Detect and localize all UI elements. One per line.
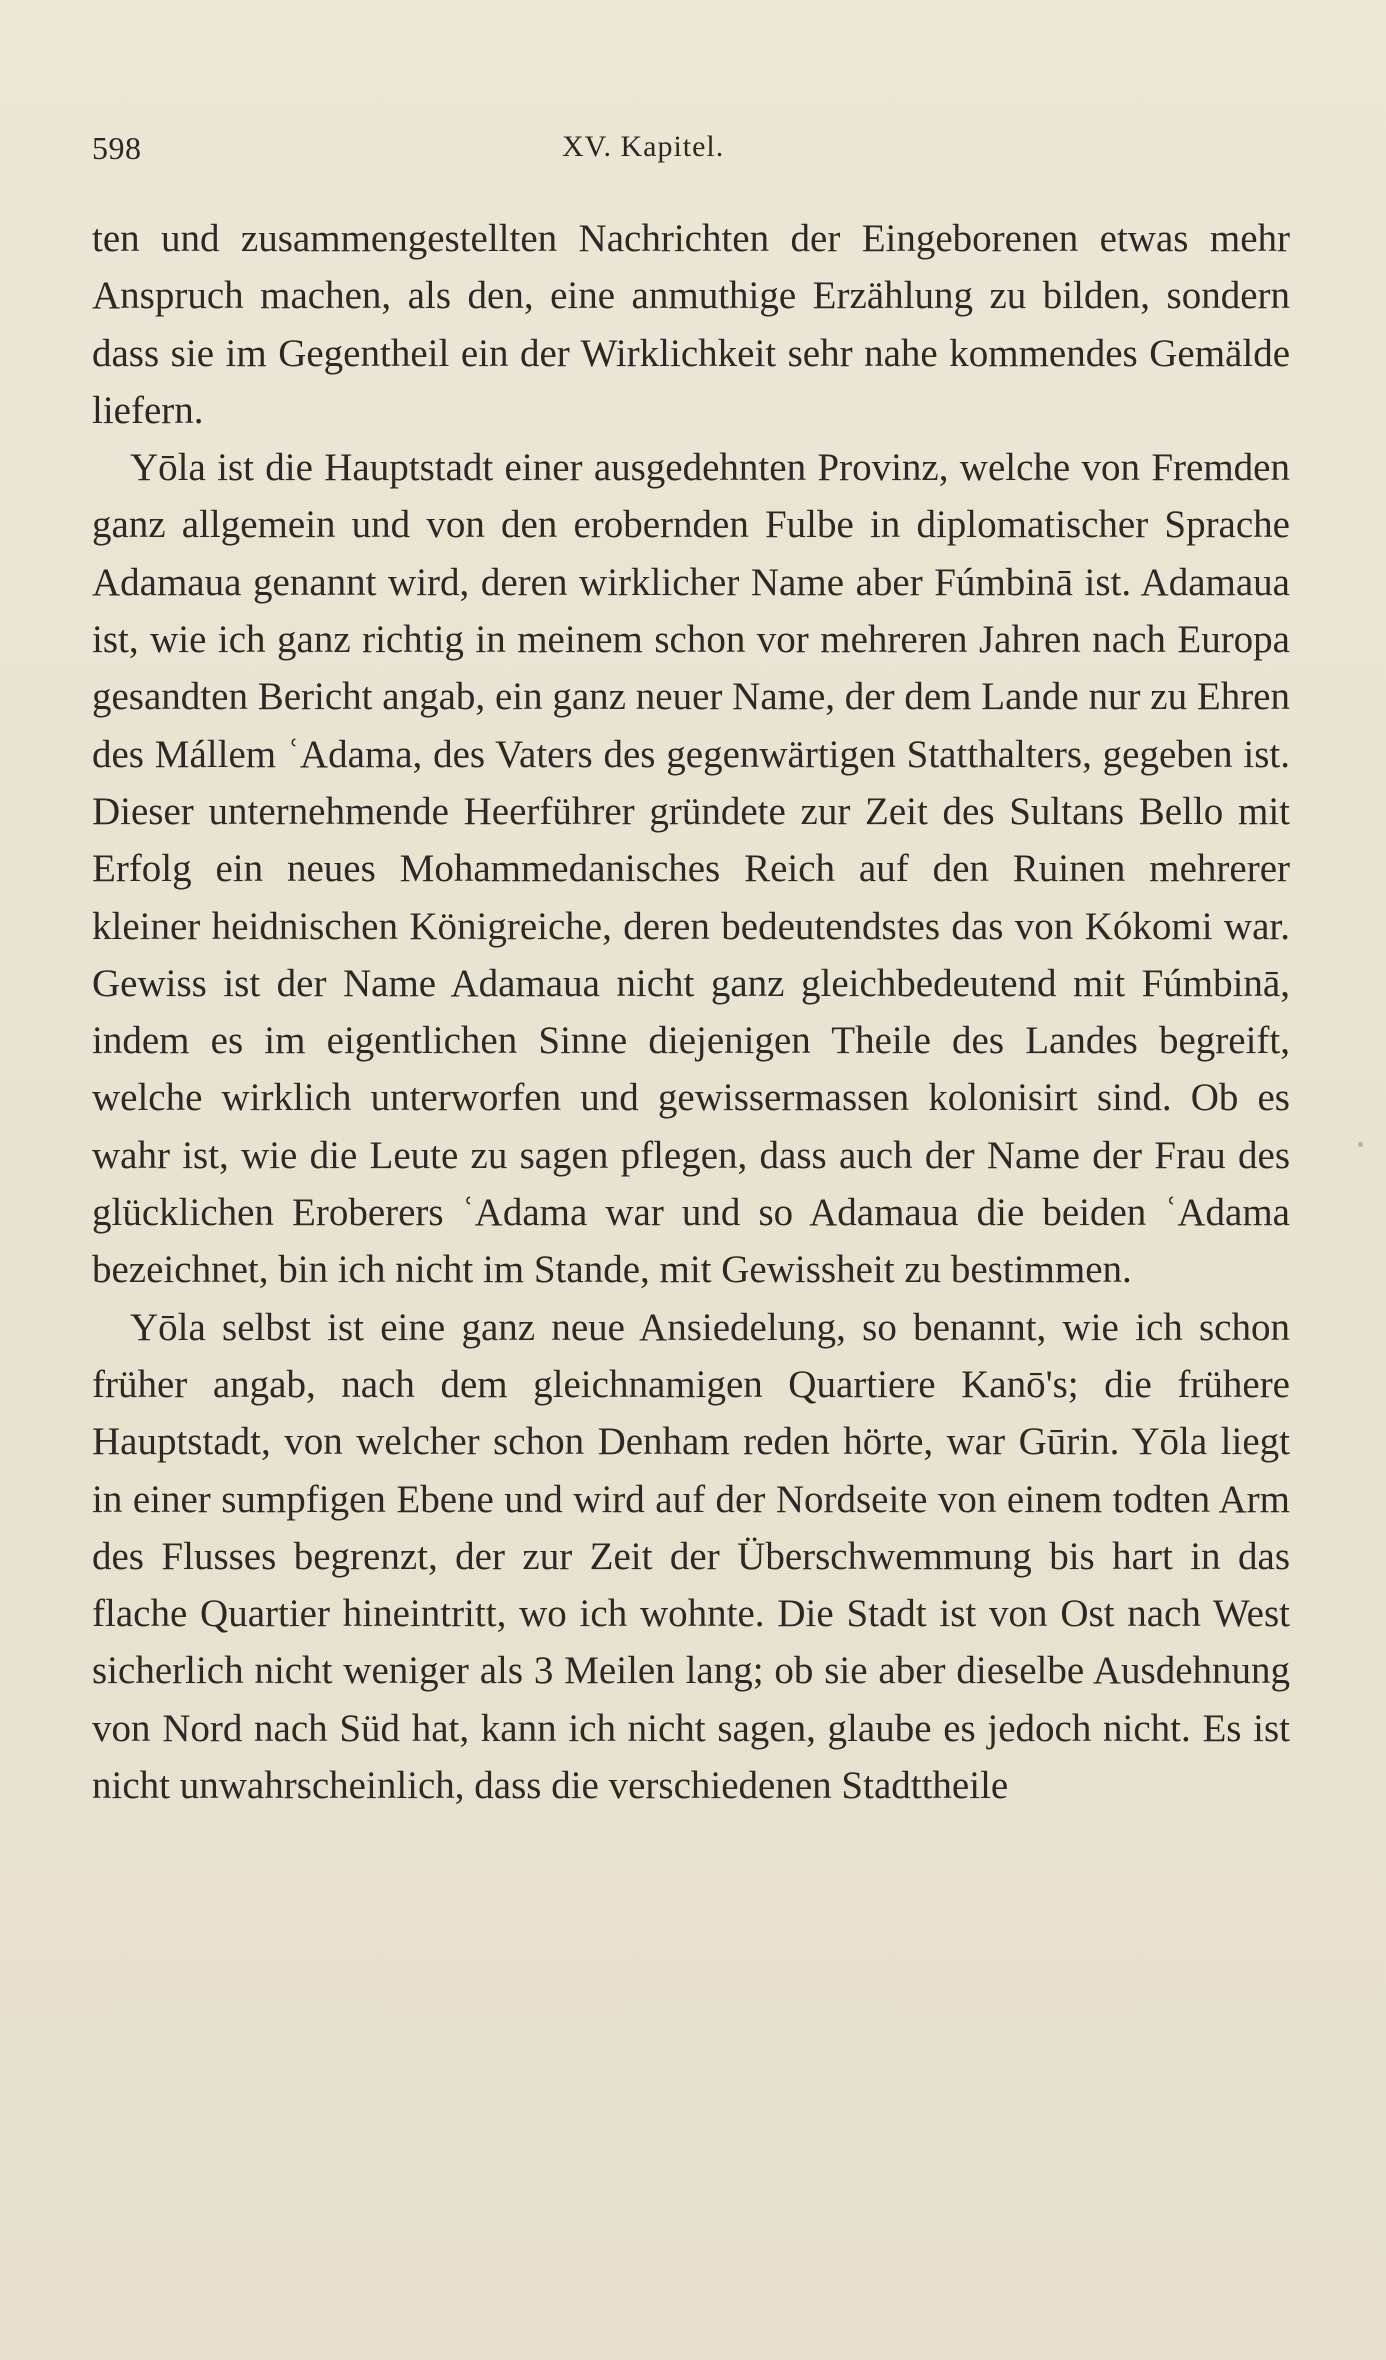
paragraph-continuation: ten und zusammengestellten Nachrichten der Eingeborenen etwas mehr Anspruch machen, als den, eine anmuthige Erzählung zu bilden, sondern dass sie im Gegentheil ein der Wirklichkeit sehr nahe kommendes Gemälde liefern. <box>92 217 1290 432</box>
paragraph-yola: Yōla selbst ist eine ganz neue Ansiedelung, so benannt, wie ich schon früher angab, nach dem gleichnamigen Quartiere Kanō's; die frühere Hauptstadt, von welcher schon Denham reden hörte, war Gūrin. Yōla liegt in einer sumpfigen Ebene und wird auf der Nordseite von einem todten Arm des Flusses begrenzt, der zur Zeit der Überschwemmung bis hart in das flache Quartier hineintritt, wo ich wohnte. Die Stadt ist von Ost nach West sicherlich nicht weniger als 3 Meilen lang; ob sie aber dieselbe Ausdehnung von Nord nach Süd hat, kann ich nicht sagen, glaube es jedoch nicht. Es ist nicht unwahrscheinlich, dass die verschiedenen Stadttheile <box>92 1305 1290 1808</box>
page-number: 598 <box>92 130 142 166</box>
paragraph-adamaua: Yōla ist die Hauptstadt einer ausgedehnten Provinz, welche von Fremden ganz allgemein und von den erobernden Fulbe in diplomatischer Sprache Adamaua genannt wird, deren wirklicher Name aber Fúmbinā ist. Adamaua ist, wie ich ganz richtig in meinem schon vor mehreren Jahren nach Europa gesandten Bericht angab, ein ganz neuer Name, der dem Lande nur zu Ehren des Mállem ʿAdama, des Vaters des gegenwärtigen Statthalters, gegeben ist. Dieser unternehmende Heerführer gründete zur Zeit des Sultans Bello mit Erfolg ein neues Mohammedanisches Reich auf den Ruinen mehrerer kleiner heidnischen Königreiche, deren bedeutendstes das von Kókomi war. Gewiss ist der Name Adamaua nicht ganz gleichbedeutend mit Fúmbinā, indem es im eigentlichen Sinne diejenigen Theile des Landes begreift, welche wirklich unterworfen und gewissermassen kolonisirt sind. Ob es wahr ist, wie die Leute zu sagen pflegen, dass auch der Name der Frau des glücklichen Eroberers ʿAdama war und so Adamaua die beiden ʿAdama bezeichnet, bin ich nicht im Stande, mit Gewissheit zu bestimmen. <box>92 446 1290 1292</box>
paper-speck <box>1358 1142 1363 1147</box>
body-text <box>92 210 1290 1814</box>
chapter-title: XV. Kapitel. <box>562 130 725 163</box>
running-head <box>92 130 1292 174</box>
